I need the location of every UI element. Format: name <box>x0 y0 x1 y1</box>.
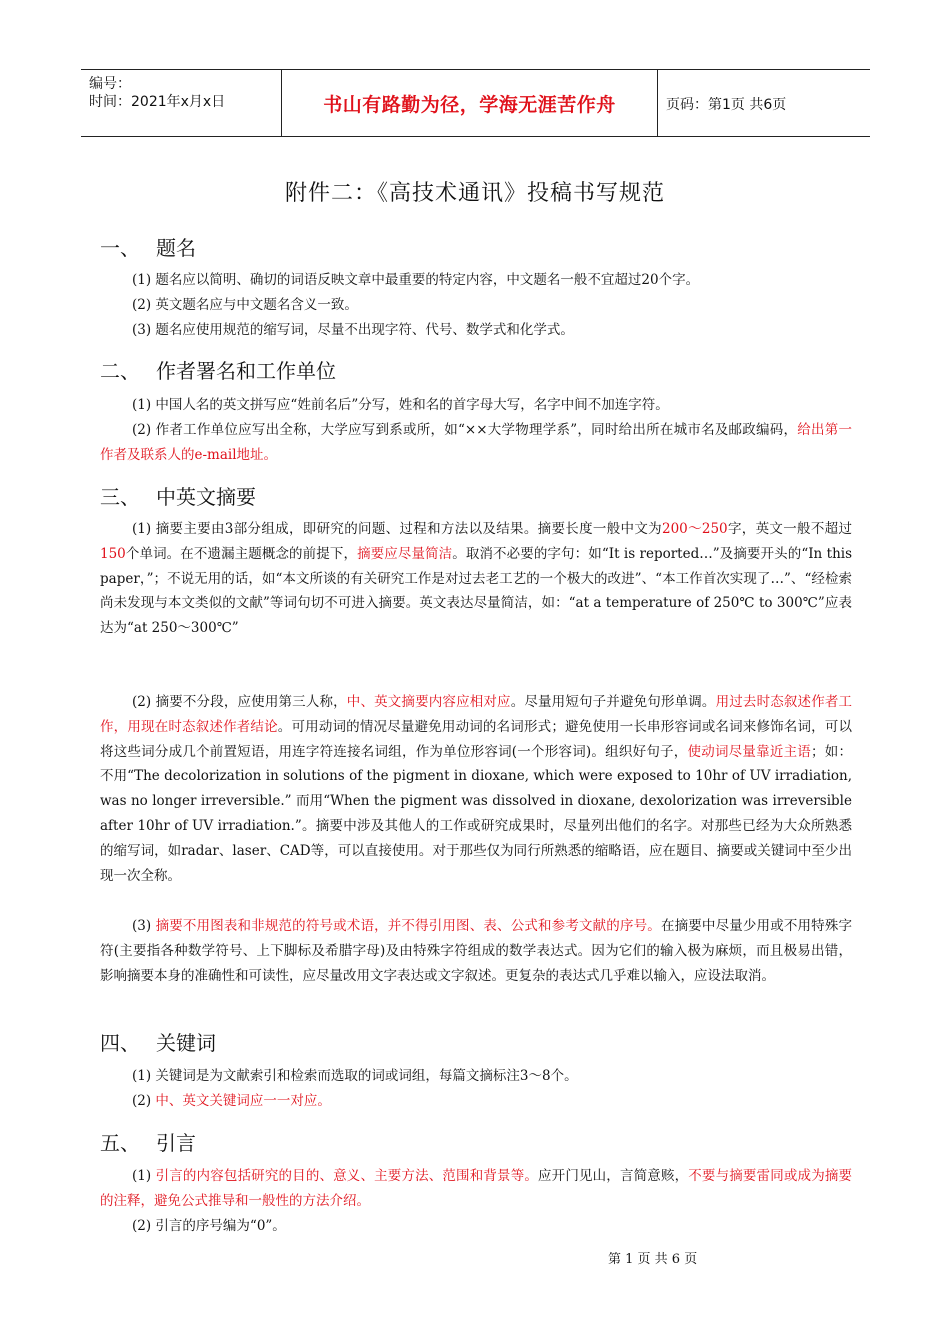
section-heading-4 <box>100 1027 216 1056</box>
text-run: 个单词。在不遗漏主题概念的前提下， <box>125 545 358 562</box>
number-label: 编号： <box>89 76 131 92</box>
list-item: (2) 引言的序号编为“0”。 <box>132 1218 286 1234</box>
text-run: ；如：不用“The decolorization in solutions of the pigment in dioxane, which were exposed to 10hr of UV irradiation, was no longer irreversible.” 而用“When the pigment was dissolved in dioxane, dexolorization was irreversible after 10hr of UV irradiation.”。摘要中涉及其他人的工作或研究成果时，尽量列出他们的名字。对那些已经为大众所熟悉的缩写词，如radar、laser、CAD等，可以直接使用。对于那些仅为同行所熟悉的缩略语，应在题目、摘要或关键词中至少出现一次全称。 <box>100 743 853 884</box>
highlight-text: 使动词尽量靠近主语 <box>687 743 812 760</box>
section-heading-5 <box>100 1127 196 1156</box>
section-number: 三、 <box>100 485 140 509</box>
highlight-text: 不要与摘要雷同或成为摘要的注释，避免公式推导和一般性的方法介绍。 <box>100 1168 853 1209</box>
section-title: 题名 <box>156 236 196 260</box>
highlight-text: 摘要不用图表和非规范的符号或术语，并不得引用图、表、公式和参考文献的序号。 <box>155 918 661 934</box>
list-item <box>100 418 852 468</box>
highlight-text: 中、英文摘要内容应相对应 <box>346 694 511 710</box>
highlight-text: 引言的内容包括研究的目的、意义、主要方法、范围和背景等。 <box>155 1168 539 1184</box>
highlight-text: 150 <box>100 545 126 562</box>
list-item: (1) 中国人名的英文拼写应“姓前名后”分写，姓和名的首字母大写，名字中间不加连字符。 <box>132 397 669 413</box>
text-run: (2) 作者工作单位应写出全称，大学应写到系或所，如“××大学物理学系”，同时给出所在城市名及邮政编码， <box>132 422 798 438</box>
text-run: 在摘要中尽量少用或不用特殊字符(主要指各种数学符号、上下脚标及希腊字母)及由特殊字符组成的数学表达式。因为它们的输入极为麻烦，而且极易出错，影响摘要本身的准确性和可读性，应尽量改用文字表达或文字叙述。更复杂的表达式几乎难以输入，应设法取消。 <box>100 918 852 984</box>
section-title: 中英文摘要 <box>156 485 256 509</box>
page-header <box>81 69 870 137</box>
text-run: (1) 摘要主要由3部分组成，即研究的问题、过程和方法以及结果。摘要长度一般中文为 <box>132 521 662 537</box>
paragraph <box>100 690 852 888</box>
paragraph <box>100 517 852 641</box>
section-number: 一、 <box>100 236 140 260</box>
highlight-text: 200～250 <box>661 521 728 537</box>
text-run: (2) <box>132 1093 156 1109</box>
text-run: 。可用动词的情况尽量避免用动词的名词形式；避免使用一长串形容词或名词来修饰名词，可以将这些词分成几个前置短语，用连字符连接名词组，作为单位形容词(一个形容词)。组织好句子， <box>100 718 853 760</box>
highlight-text: 给出第一作者及联系人的e-mail地址。 <box>100 422 852 463</box>
motto: 书山有路勤为径，学海无涯苦作舟 <box>323 94 616 116</box>
text-run: 字，英文一般不超过 <box>727 521 852 537</box>
highlight-text: 摘要应尽量简洁 <box>357 545 453 562</box>
document-title: 附件二：《高技术通讯》投稿书写规范 <box>284 181 665 206</box>
page-info: 页码：第1页 共6页 <box>666 97 787 113</box>
section-heading-2 <box>100 355 336 384</box>
text-run: 。尽量用短句子并避免句形单调。 <box>510 694 716 710</box>
section-heading-1 <box>100 232 196 261</box>
list-item: (2) 英文题名应与中文题名含义一致。 <box>132 297 358 313</box>
highlight-text: 中、英文关键词应一一对应。 <box>155 1093 331 1109</box>
section-number: 五、 <box>100 1131 140 1155</box>
list-item <box>100 1164 852 1214</box>
text-run: (1) <box>132 1168 156 1184</box>
footer-page-number: 第 1 页 共 6 页 <box>608 1252 698 1267</box>
text-run: (3) <box>132 918 156 934</box>
time-label: 时间：2021年x月x日 <box>89 94 226 110</box>
list-item <box>100 1089 852 1114</box>
highlight-text: 用过去时态叙述作者工作，用现在时态叙述作者结论 <box>100 694 853 735</box>
section-heading-3 <box>100 481 256 510</box>
header-meta <box>81 70 281 136</box>
section-title: 关键词 <box>156 1031 216 1055</box>
text-run: 。取消不必要的字句：如“It is reported…”及摘要开头的“In this paper，”；不说无用的话，如“本文所谈的有关研究工作是对过去老工艺的一个极大的改进”、“本工作首次实现了…”、“经检索尚未发现与本文类似的文献”等词句切不可进入摘要。英文表达尽量简洁，如：“at a temperature of 250℃ to 300℃”应表达为“at 250～300℃” <box>100 545 853 637</box>
paragraph <box>100 914 852 988</box>
section-number: 四、 <box>100 1031 140 1055</box>
list-item: (1) 关键词是为文献索引和检索而选取的词或词组，每篇文摘标注3～8个。 <box>132 1068 578 1084</box>
list-item: (1) 题名应以简明、确切的词语反映文章中最重要的特定内容，中文题名一般不宜超过20个字。 <box>132 272 700 288</box>
section-number: 二、 <box>100 359 140 383</box>
section-title: 引言 <box>156 1131 196 1155</box>
list-item: (3) 题名应使用规范的缩写词，尽量不出现字符、代号、数学式和化学式。 <box>132 322 574 338</box>
text-run: 应开门见山，言简意赅， <box>538 1168 689 1184</box>
header-motto-cell <box>281 70 658 136</box>
text-run: (2) 摘要不分段，应使用第三人称， <box>132 694 347 710</box>
section-title: 作者署名和工作单位 <box>156 359 336 383</box>
